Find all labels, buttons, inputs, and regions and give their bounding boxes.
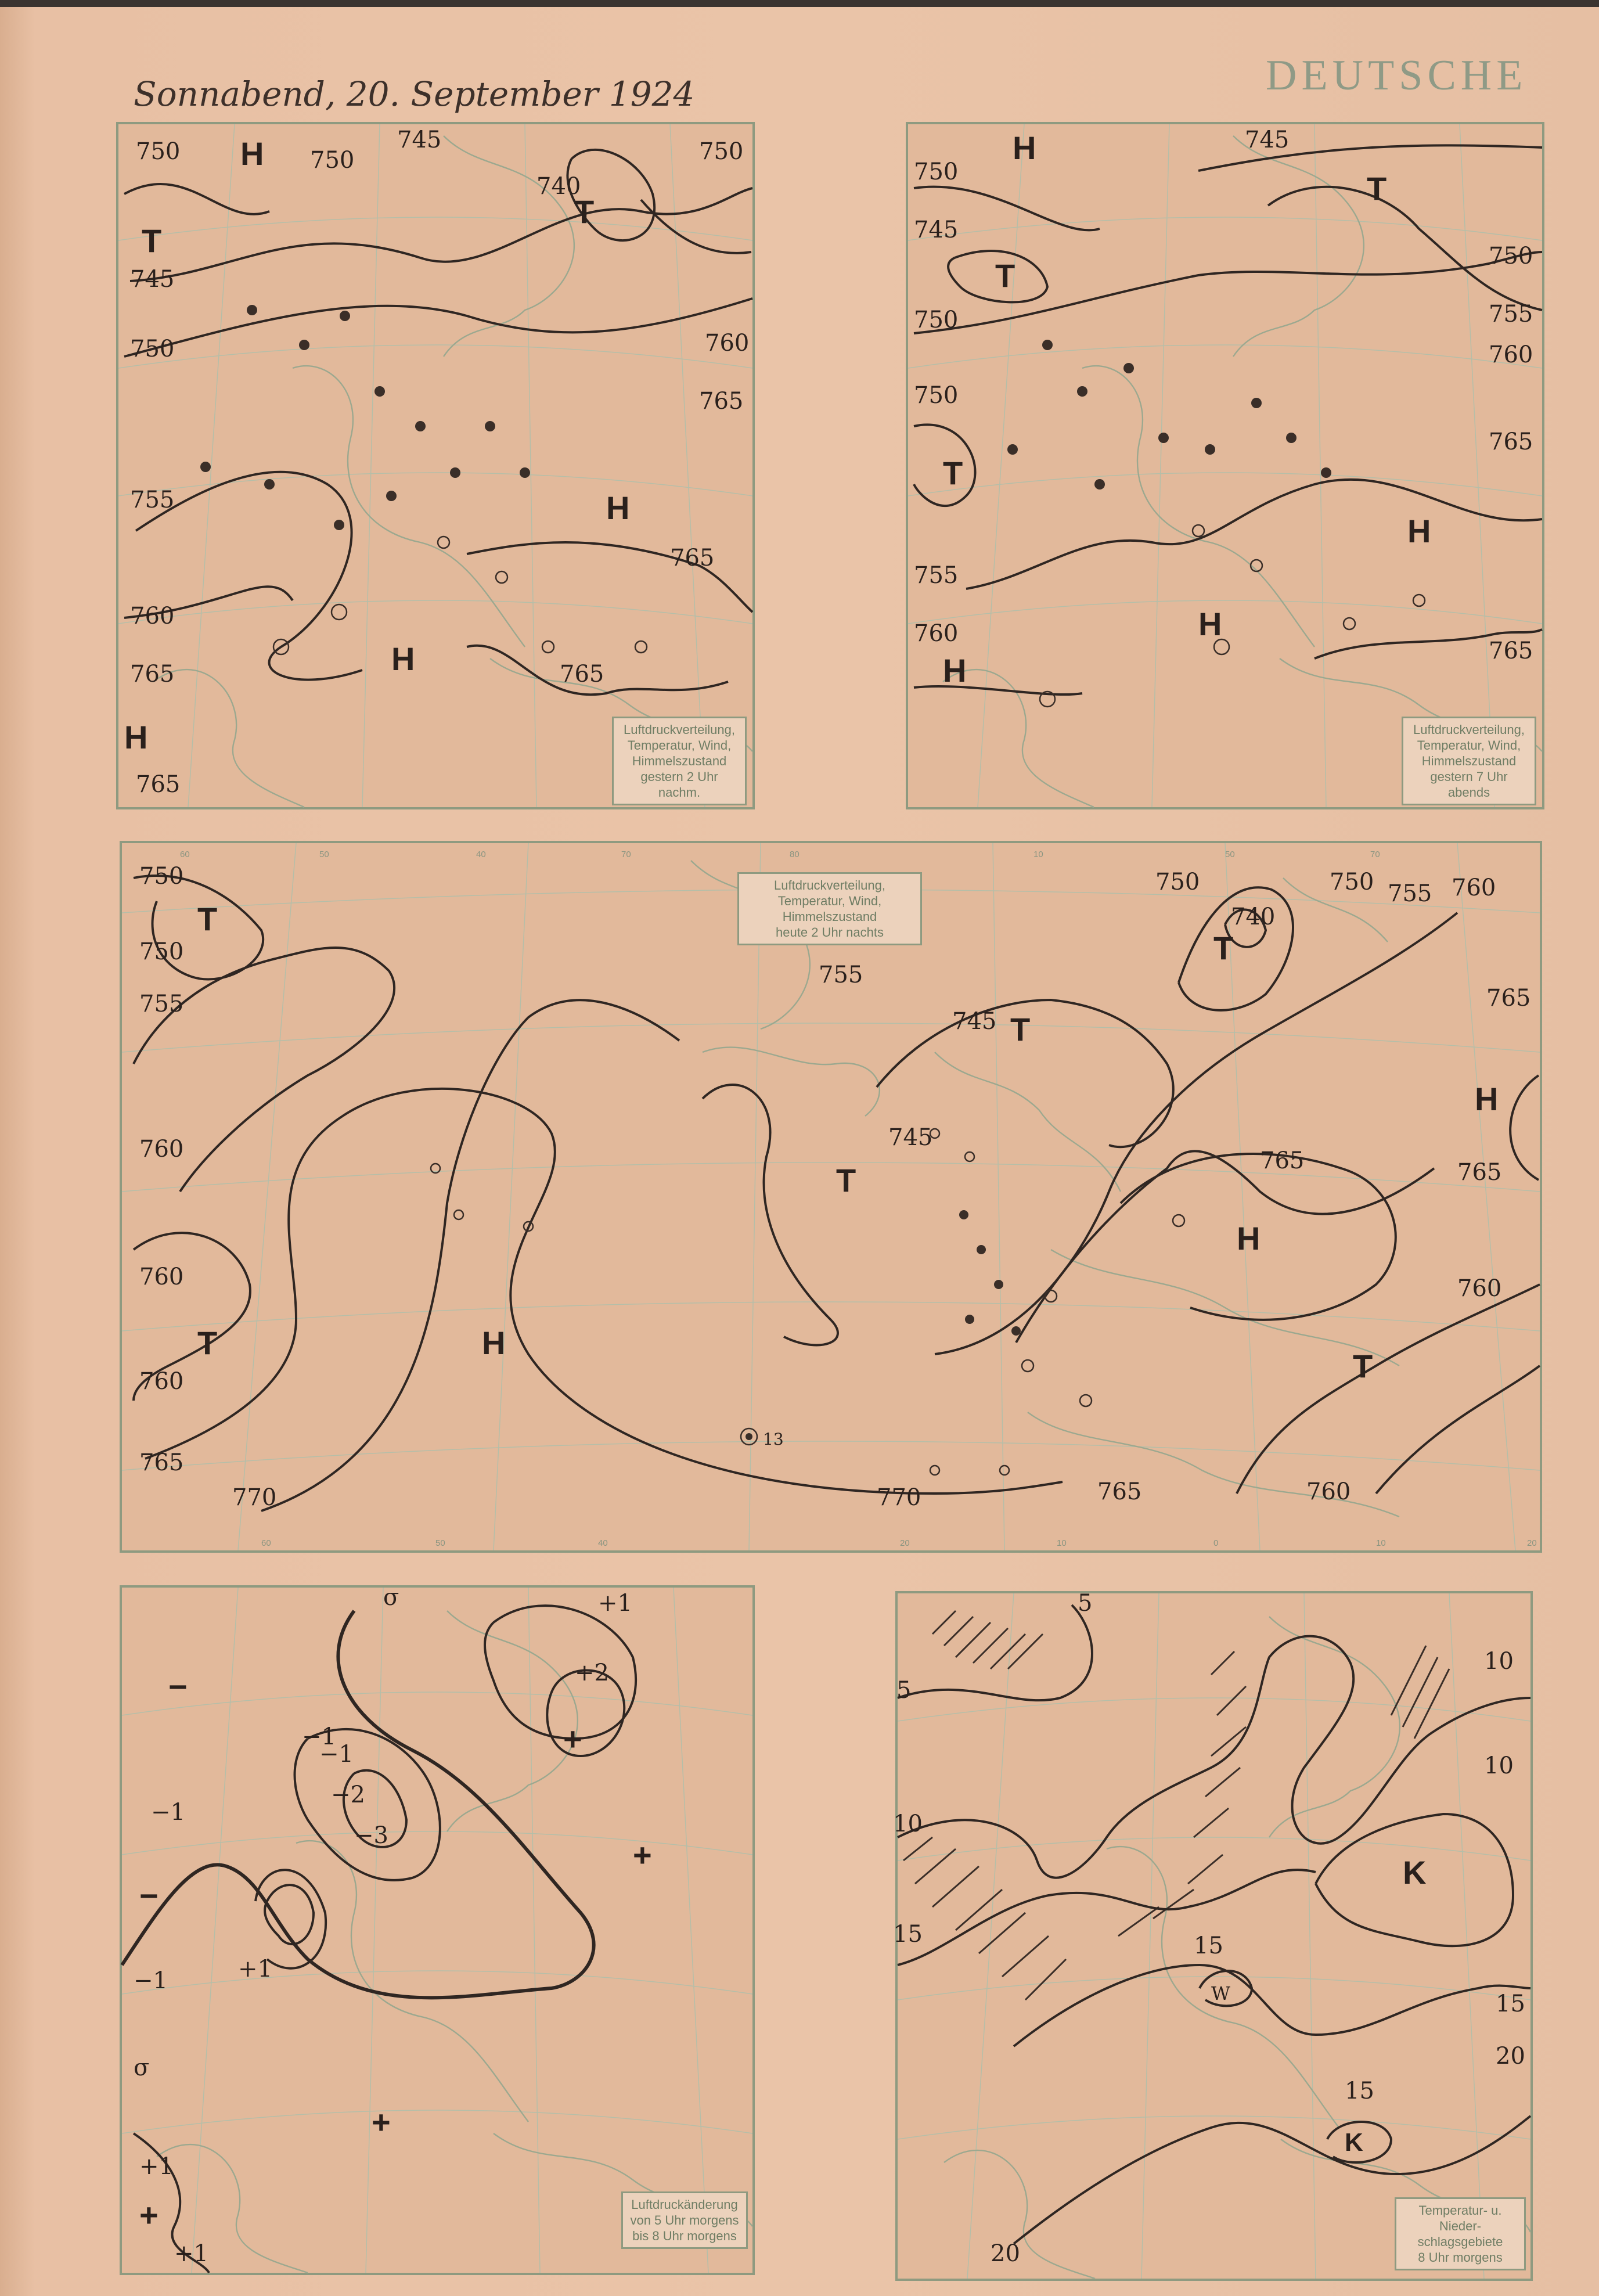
legend-line: Luftdruckänderung	[631, 2197, 738, 2212]
svg-text:−: −	[139, 1877, 159, 1914]
legend-line: 8 Uhr morgens	[1418, 2250, 1503, 2265]
svg-text:750: 750	[310, 147, 355, 174]
legend-yesterday-2pm	[612, 717, 747, 805]
precipitation-hatching	[903, 1611, 1449, 2000]
isotherm-label: 15	[893, 1921, 923, 1948]
svg-text:760: 760	[705, 330, 750, 357]
legend-pressure-change	[621, 2191, 748, 2249]
legend-line: Himmelszustand	[782, 909, 877, 924]
svg-text:−1: −1	[151, 1799, 185, 1826]
svg-text:T: T	[1367, 170, 1387, 207]
map-yesterday-7pm-drawing	[908, 124, 1542, 807]
map-pressure-change-drawing	[122, 1584, 752, 2273]
svg-text:750: 750	[914, 307, 959, 333]
svg-text:−1: −1	[134, 1967, 168, 1994]
svg-text:T: T	[836, 1162, 856, 1199]
svg-text:40: 40	[598, 1538, 608, 1548]
scan-top-edge	[0, 0, 1599, 7]
svg-text:+: +	[139, 2197, 159, 2233]
map-yesterday-7pm	[906, 122, 1544, 809]
coastlines	[943, 136, 1542, 807]
tendency-label: −3	[354, 1822, 388, 1849]
svg-text:H: H	[1237, 1220, 1261, 1257]
svg-text:10: 10	[1033, 850, 1043, 859]
tendency-sign: −	[168, 1668, 188, 1705]
svg-text:T: T	[197, 1325, 218, 1361]
svg-text:760: 760	[139, 1368, 184, 1395]
legend-line: Temperatur, Wind,	[627, 738, 732, 753]
isotherm-labels	[893, 1590, 1525, 2267]
legend-line: schlagsgebiete	[1417, 2234, 1503, 2249]
legend-line: Luftdruckverteilung,	[624, 722, 735, 737]
isobars	[124, 150, 752, 694]
coastlines	[157, 1611, 752, 2273]
isotherm-label: 5	[1078, 1590, 1093, 1617]
tendency-label: +1	[598, 1590, 632, 1617]
svg-text:745: 745	[888, 1124, 933, 1151]
tendency-label: −1	[319, 1741, 354, 1768]
coastlines	[944, 1617, 1530, 2279]
svg-text:50: 50	[435, 1538, 445, 1548]
map-yesterday-2pm-drawing	[118, 124, 752, 807]
svg-text:760: 760	[914, 620, 959, 647]
svg-text:70: 70	[1370, 850, 1380, 859]
svg-text:T: T	[1213, 930, 1234, 966]
svg-text:745: 745	[130, 266, 175, 293]
legend-line: gestern 2 Uhr nachm.	[640, 769, 718, 800]
legend-line: heute 2 Uhr nachts	[776, 925, 884, 940]
svg-text:765: 765	[130, 661, 175, 688]
svg-text:50: 50	[319, 850, 329, 859]
svg-text:T: T	[142, 222, 162, 259]
isotherm-label: 15	[1496, 1991, 1525, 2017]
svg-text:755: 755	[914, 562, 959, 589]
svg-text:H: H	[124, 719, 148, 755]
isotherm-label: 15	[1345, 2078, 1374, 2104]
svg-text:H: H	[482, 1325, 506, 1361]
map-today-2am-drawing	[122, 843, 1540, 1550]
svg-text:750: 750	[914, 159, 959, 185]
svg-text:760: 760	[130, 603, 175, 629]
legend-line: Luftdruckverteilung,	[1413, 722, 1525, 737]
svg-text:H: H	[943, 652, 967, 689]
map-temperature-precipitation	[895, 1591, 1533, 2281]
svg-text:765: 765	[1489, 429, 1533, 455]
legend-line: Temperatur- u. Nieder-	[1418, 2203, 1502, 2233]
isobar-labels	[139, 863, 1530, 1511]
svg-text:10: 10	[1376, 1538, 1386, 1548]
tendency-label: +2	[575, 1660, 609, 1686]
svg-text:770: 770	[232, 1484, 277, 1511]
svg-text:760: 760	[139, 1264, 184, 1290]
tendency-sign: +	[633, 1837, 652, 1873]
svg-text:T: T	[197, 901, 218, 937]
legend-line: Luftdruckverteilung,	[774, 878, 885, 893]
svg-text:T: T	[1353, 1348, 1373, 1384]
svg-text:750: 750	[130, 336, 175, 362]
isotherms	[898, 1605, 1530, 2244]
svg-text:750: 750	[1155, 869, 1200, 895]
svg-text:80: 80	[790, 850, 800, 859]
issue-date: Sonnabend, 20. September 1924	[134, 74, 695, 114]
svg-text:H: H	[1013, 129, 1036, 166]
isotherm-label: 15	[1194, 1932, 1223, 1959]
svg-text:50: 50	[1225, 850, 1235, 859]
scale-ticks	[180, 850, 1537, 1548]
svg-text:+: +	[372, 2104, 391, 2140]
svg-text:+1: +1	[238, 1956, 272, 1982]
svg-text:750: 750	[914, 382, 959, 409]
svg-text:750: 750	[139, 863, 184, 890]
legend-line: Temperatur, Wind,	[777, 894, 882, 908]
map-yesterday-2pm	[116, 122, 755, 809]
svg-text:755: 755	[819, 962, 863, 988]
svg-text:765: 765	[670, 545, 715, 571]
cold-center: K	[1403, 1854, 1427, 1891]
weather-stations	[200, 305, 647, 654]
svg-text:765: 765	[560, 661, 604, 688]
tendency-labels	[139, 1584, 652, 2267]
svg-text:H: H	[1407, 513, 1431, 549]
svg-text:H: H	[240, 135, 264, 172]
map-temperature-precipitation-drawing	[893, 1590, 1530, 2279]
svg-text:755: 755	[1388, 880, 1432, 907]
graticule	[908, 124, 1542, 807]
svg-text:765: 765	[1097, 1478, 1142, 1505]
isobar-labels	[914, 127, 1533, 664]
legend-line: Himmelszustand	[632, 754, 727, 768]
svg-text:765: 765	[1489, 638, 1533, 664]
svg-text:H: H	[606, 490, 630, 526]
svg-text:T: T	[943, 455, 963, 491]
svg-text:760: 760	[1452, 875, 1496, 901]
svg-text:T: T	[1010, 1011, 1031, 1048]
svg-text:10: 10	[1057, 1538, 1067, 1548]
legend-temperature-precipitation	[1395, 2197, 1526, 2270]
svg-text:765: 765	[1457, 1159, 1502, 1186]
svg-text:755: 755	[139, 991, 184, 1017]
svg-text:σ: σ	[134, 2054, 150, 2081]
svg-text:750: 750	[1489, 243, 1533, 269]
station-value-label: 13	[763, 1430, 784, 1449]
coastlines	[691, 861, 1399, 1517]
legend-line: Himmelszustand	[1421, 754, 1517, 768]
svg-text:H: H	[1198, 606, 1222, 642]
svg-text:745: 745	[1245, 127, 1290, 153]
graticule	[122, 843, 1540, 1550]
isotherm-label: 10	[1484, 1648, 1514, 1675]
svg-text:755: 755	[130, 487, 175, 513]
isotherm-label: 10	[1484, 1752, 1514, 1779]
graticule	[122, 1588, 752, 2273]
svg-text:760: 760	[1489, 341, 1533, 368]
svg-text:745: 745	[952, 1008, 997, 1035]
svg-text:745: 745	[397, 127, 442, 153]
svg-text:755: 755	[1489, 301, 1533, 328]
svg-text:760: 760	[1306, 1478, 1351, 1505]
svg-text:745: 745	[914, 217, 959, 243]
svg-text:760: 760	[1457, 1275, 1502, 1302]
svg-text:−1: −1	[302, 1723, 336, 1750]
svg-text:+: +	[563, 1721, 582, 1757]
svg-text:760: 760	[139, 1136, 184, 1163]
tendency-label: +1	[174, 2240, 208, 2267]
warm-center: W	[1211, 1982, 1230, 2004]
isotherm-label: 5	[896, 1677, 912, 1704]
svg-text:750: 750	[136, 138, 181, 165]
svg-text:750: 750	[699, 138, 744, 165]
tendency-label: σ	[383, 1584, 399, 1611]
isotherm-label: 20	[991, 2240, 1020, 2267]
map-today-2am	[120, 841, 1542, 1553]
svg-text:740: 740	[536, 173, 581, 200]
svg-text:765: 765	[136, 771, 181, 798]
legend-yesterday-7pm	[1402, 717, 1536, 805]
cold-center: K	[1345, 2128, 1363, 2157]
map-pressure-change	[120, 1585, 755, 2275]
svg-text:T: T	[574, 193, 595, 230]
svg-text:70: 70	[621, 850, 631, 859]
graticule	[118, 124, 752, 807]
svg-text:20: 20	[900, 1538, 910, 1548]
svg-text:765: 765	[699, 388, 744, 415]
legend-line: von 5 Uhr morgens	[630, 2213, 739, 2227]
legend-today-2am	[737, 872, 922, 945]
masthead-title: DEUTSCHE	[1266, 52, 1528, 99]
legend-line: bis 8 Uhr morgens	[632, 2229, 737, 2243]
isotherm-label: 10	[893, 1811, 923, 1837]
weather-stations	[1007, 340, 1425, 707]
tendency-label: +1	[139, 2153, 174, 2180]
svg-text:40: 40	[476, 850, 486, 859]
svg-text:750: 750	[1330, 869, 1374, 895]
svg-text:740: 740	[1231, 904, 1276, 930]
svg-text:765: 765	[1260, 1147, 1305, 1174]
svg-text:765: 765	[139, 1449, 184, 1476]
isotherm-label: 20	[1496, 2043, 1525, 2070]
svg-text:765: 765	[1486, 985, 1531, 1012]
svg-text:750: 750	[139, 938, 184, 965]
tendency-label: −2	[331, 1782, 365, 1808]
svg-text:H: H	[1475, 1081, 1499, 1117]
legend-line: Temperatur, Wind,	[1417, 738, 1521, 753]
svg-text:60: 60	[261, 1538, 271, 1548]
svg-text:60: 60	[180, 850, 190, 859]
svg-text:H: H	[391, 640, 415, 677]
svg-text:770: 770	[877, 1484, 921, 1511]
svg-text:0: 0	[1213, 1538, 1219, 1548]
legend-line: gestern 7 Uhr abends	[1430, 769, 1508, 800]
svg-text:T: T	[995, 257, 1015, 294]
svg-text:20: 20	[1527, 1538, 1537, 1548]
